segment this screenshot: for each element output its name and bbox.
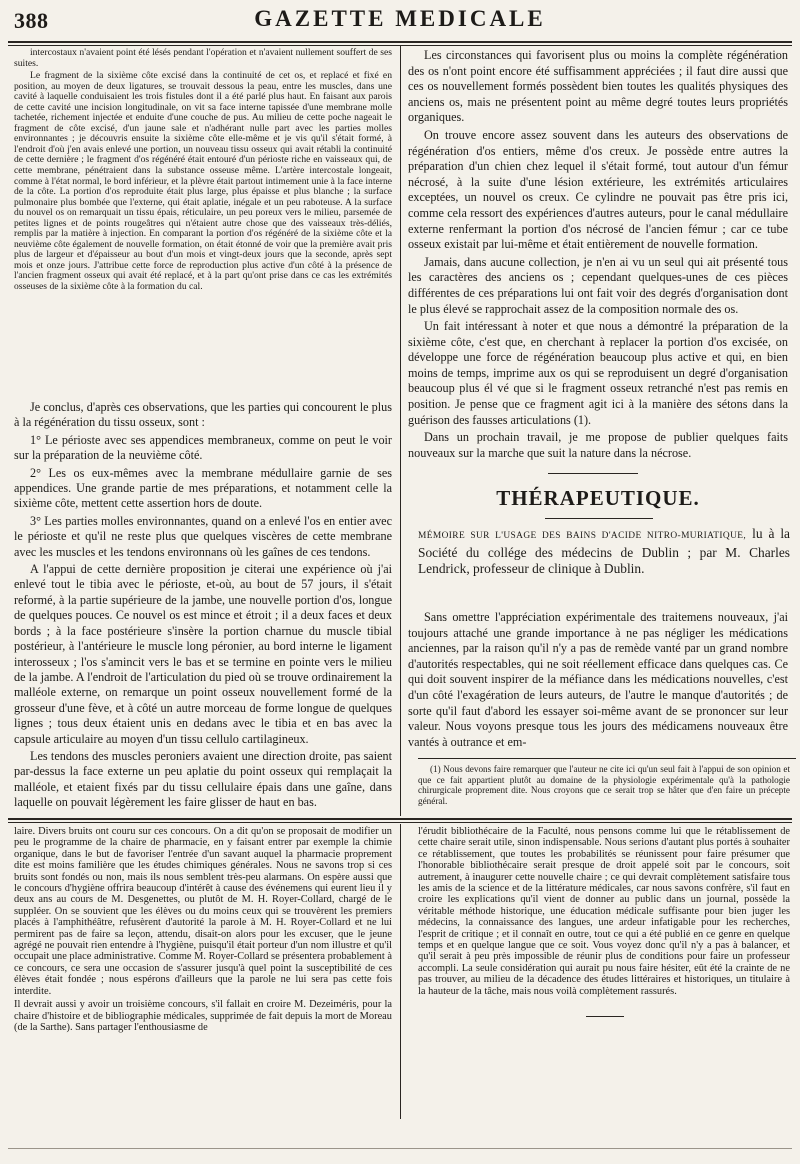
paragraph: 3° Les parties molles environnantes, quand on a enlevé l'os en entier avec le périoste et qu'il ne reste plus que quelques viscères de cette membrane avec les muscles et les tendons environnans où les gaînes de ces tendons. [14, 513, 392, 559]
section-title: THÉRAPEUTIQUE. [496, 486, 700, 510]
paragraph: Il devrait aussi y avoir un troisième concours, s'il fallait en croire M. Dezeiméris, pour la chaire d'histoire et de bibliographie médicales, supprimée de fait depuis la mort de Moreau (de la Sarthe). Sans partager l'enthousiasme de [14, 999, 392, 1033]
paragraph: Sans omettre l'appréciation expérimentale des traitemens nouveaux, j'ai toujours attaché une grande importance à ne pas négliger les médications anciennes, par la raison qu'il n'y a pas de remède vanté par un grand nombre d'autorités respectables, qui ne soit réellement efficace dans quelques cas. Ce qui doit souvent inspirer de la méfiance dans les médications nouvelles, c'est d'un côté l'exagération de leurs auteurs, de l'autre le manque d'autorités ; de sorte qu'il faut d'abord les essayer soi-même avant de se prononcer sur leur valeur. Nous voyons presque tous les jours des médicamens nouveaux être vantés à outrance et em- [408, 610, 788, 749]
right-column-top [408, 48, 788, 468]
paragraph: Jamais, dans aucune collection, je n'en ai vu un seul qui ait présenté tous les caractères des anciens os ; cependant quelques-unes de ces pièces différentes de ces préparations lui ont fait voir des degrés d'organisation dont le plus élevé se rapprochait assez de la composition normale des os. [408, 254, 788, 316]
separator-rule [548, 473, 638, 474]
left-column-bottom [14, 400, 392, 812]
left-column-top [14, 48, 392, 388]
article-title-lead: MÉMOIRE SUR L'USAGE DES BAINS D'ACIDE NITRO-MURIATIQUE, [418, 531, 747, 541]
journal-title: GAZETTE MEDICALE [254, 6, 546, 31]
footnote-rule [418, 758, 796, 759]
paragraph: Dans un prochain travail, je me propose de publier quelques faits nouveaux sur la marche que suit la nature dans la nécrose. [408, 430, 788, 460]
footnote-text: (1) Nous devons faire remarquer que l'auteur ne cite ici qu'un seul fait à l'appui de son opinion et que ce fait appartient plutôt au domaine de la physiologie expérimentale qu'à la pathologie chirurgicale proprement dite. Nous croyons que ce serait trop se hâter que d'en faire un précepte général. [418, 764, 790, 806]
bottom-right-column [418, 826, 790, 1004]
article-title [418, 526, 790, 578]
paragraph: laire. Divers bruits ont couru sur ces concours. On a dit qu'on se proposait de modifier un peu le programme de la chaire de pharmacie, en y faisant entrer par exemple la chimie organique, dans le but de favoriser l'entrée d'un savant auquel la pharmacie proprement dite est moins familière que les études chimiques générales. Nous ne savons trop si ces bruits sont fondés ou non, mais ils nous semblent très-peu alarmans. On espère aussi que le concours d'hygiène offrira beaucoup d'intérêt à cause des événemens qui eurent lieu il y deux ans au cours de M. Desgenettes, ou plutôt de M. H. Royer-Collard, chargé de le suppléer. On se souvient que les élèves ou du moins ceux qui se trouvèrent les premiers placés à l'amphithéâtre, refusèrent d'autorité la parole à M. H. Royer-Collard et ne lui permirent pas de faire sa leçon, attendu, disait-on alors pour les excuser, que le jeune agrégé ne pouvait rien entendre à l'hygiène, puisqu'il était porteur d'un nom illustre et qu'il occupait une place administrative. Comme M. Royer-Collard se présentera probablement à ce concours, ce sera une occasion de s'assurer jusqu'à quel point la susceptibilité de ces élèves était fondée ; nous espérons d'ailleurs que la parole ne lui sera pas cette fois interdite. [14, 826, 392, 997]
bottom-left-column [14, 826, 392, 1118]
paragraph: Les circonstances qui favorisent plus ou moins la complète régénération des os n'ont point encore été suffisamment appréciées ; il faut dire aussi que ces os nouvellement formés possèdent bien toutes les qualités physiques des anciens os, mais ne présentent point au même degré toutes leurs propriétés organiques. [408, 48, 788, 125]
column-divider [400, 824, 401, 1119]
paragraph: l'érudit bibliothécaire de la Faculté, nous pensons comme lui que le rétablissement de cette chaire serait utile, sinon indispensable. Nous serions d'autant plus portés à souhaiter ce rétablissement, que toutes les probabilités se réunissent pour faire présumer que l'honorable bibliothécaire serait presque de droit appelé soit par le concours, soit autrement, à inaugurer cette nouvelle chaire ; ce qui devrait complètement satisfaire tous les amis de la science et de la littérature médicales, car nous savons confrère, s'il faut en croire les explications qu'il vient de donner au public dans un journal, possède la véritable méthode historique, une éducation médicale suffisante pour bien juger les médecins, la connaissance des langues, une ardeur infatigable pour les recherches, l'esprit de critique ; et il connaît en outre, tout ce qui a été publié en ce genre en quelque temps et en quelque langue que ce soit. Vous voyez donc qu'il n'y a pas à balancer, et qu'il serait à peu près impossible de réunir plus de conditions pour faire un professeur accompli. La seule considération qui aurait pu nous faire hésiter, eût été la crainte de ne pas trouver, au milieu de la décadence des études littéraires et historiques, un titulaire à la hauteur de la tâche, mais nous voilà complètement rassurés. [418, 826, 790, 997]
page-number: 388 [14, 8, 49, 33]
paragraph: Un fait intéressant à noter et que nous a démontré la préparation de la sixième côte, c'est que, en cherchant à replacer la portion d'os excisée, on développe une force de régénération beaucoup plus active et qui, en bien moins de temps, imprime aux os qui se reproduisent un degré d'organisation beaucoup plus él vé que si le fragment osseux retranché n'est pas remis en position. Je pense que ce fragment agit ici à la manière des sétons dans la guérison des fausses articulations (1). [408, 319, 788, 427]
footnote [418, 764, 790, 816]
paragraph: Je conclus, d'après ces observations, que les parties qui concourent le plus à la régénération du tissu osseux, sont : [14, 400, 392, 430]
paragraph: 2° Les os eux-mêmes avec la membrane médullaire garnie de ses appendices. Une grande partie de mes préparations, et notamment celle la sixième côte, mettent cette assertion hors de doute. [14, 465, 392, 511]
paragraph: On trouve encore assez souvent dans les auteurs des observations de régénération d'os entiers, même d'os creux. Je possède entre autres la préparation d'un chien chez lequel il s'était formé, tout autour d'un fémur nécrosé, à la suite d'une lésion extérieure, les extrémités articulaires exceptées, un nouvel os creux. Ce cylindre ne pouvait pas être pris ici, comme cela ressort des expériences d'autres auteurs, pour le canal médullaire externe renfermant la portion d'os nécrosé de l'ancien fémur ; car ce tube osseux existait par lui-même et était entièrement de nouvelle formation. [408, 127, 788, 252]
end-rule [586, 1016, 624, 1017]
column-divider [400, 46, 401, 816]
paragraph: A l'appui de cette dernière proposition je citerai une expérience où j'ai enlevé tout le tibia avec le périoste, et-où, au bout de 57 jours, il s'était reformé, à la partie supérieure de la jambe, une nouvelle portion d'os, longue de quelques pouces. Ce nouvel os est mince et étroit ; il a deux faces et deux bords ; à la face postérieure s'insère la portion charnue du muscle tibial postérieur, à l'antérieure le muscle long péronier, au bord interne le ligament interosseux ; l'os s'amincit vers le bas et se termine en pointe vers le milieu de la jambe. A l'endroit de l'articulation du pied où se trouve ordinairement la malléole externe, on remarque un point osseux nouvellement formé de la grosseur d'une fève, et à côté un autre morceau de forme longue de quelques lignes ; tous deux étaient unis en dedans avec le tibia et en bas avec la capsule articulaire au moyen d'un tissu cellulo cartilagineux. [14, 562, 392, 746]
paragraph: Les tendons des muscles peroniers avaient une direction droite, pas saient par-dessus la face externe un peu aplatie du point osseux qui remplaçait la malléole, et etaient fixés par du tissu cellulaire épais dans une gaîne, dans laquelle on pouvait légèrement les faire glisser de haut en bas. [14, 748, 392, 810]
page-header [8, 2, 792, 36]
article-title-rest: lu à la Société du collége des médecins de Dublin ; par M. Charles Lendrick, professeur de clinique à Dublin. [418, 526, 790, 577]
section-title-underline [545, 518, 653, 519]
right-column-article-body [408, 610, 788, 756]
page-bottom-edge [8, 1148, 792, 1149]
paragraph: intercostaux n'avaient point été lésés pendant l'opération et n'avaient nullement souffert de ses suites. [14, 48, 392, 69]
paragraph: 1° Le périoste avec ses appendices membraneux, comme on peut le voir sur la préparation de la neuvième côté. [14, 432, 392, 463]
feuilleton-rule [8, 818, 792, 823]
paragraph: Le fragment de la sixième côte excisé dans la continuité de cet os, et replacé et fixé en position, au moyen de deux ligatures, se trouvait dessous la peau, entre les muscles, dans une cavité à laquelle conduisaient les trois fistules dont il a été parlé plus haut. En faisant aux parois de cette cavité une incision longitudinale, on vit sa face interne tapissée d'une membrane molle tachetée, richement injectée et enduite d'une couche de pus. Au milieu de cette poche nageait le fragment de côte excisé, d'un jaune sale et n'adhérant nulle part avec les parties molles environnantes ; je découvris ensuite la sixième côte elle-même et je vis qu'il s'était formé, à l'endroit d'où j'en avais enlevé une portion, un nouveau tissu osseux qui avait rétabli la continuité de cette dernière ; le fragment d'os régénéré était entouré d'un périoste riche en vaisseaux qui, de cette membrane, pénétraient dans la substance osseuse même. L'artère intercostale longeait, comme à l'état normal, le bord inférieur, et la plèvre était partout intimement unie à la face interne de la côte. La portion d'os reproduite était plus large, plus épaisse et plus blanche ; la surface pulmonaire plus bombée que l'externe, qui était aplatie, inégale et un peu raboteuse. A la surface du nouvel os on remarquait un tissu épais, réticulaire, un peu poreux vers le milieu, parsemée de petites lignes et de points rougeâtres qui n'étaient autre chose que des vaisseaux très-déliés, remplis par la matière à injection. En comparant la portion d'os régénéré de la sixième côte et la neuvième côte également de nouvelle formation, on était étonné de voir que la première avait pris plus de largeur et d'épaisseur au bout d'un mois et vingt-deux jours que la seconde, après sept mois et onze jours. J'attribue cette force de reproduction plus active d'un côté à la présence de l'ancien fragment osseux qui avait été replacé, et à la part qu'ont prise dans ce cas les extrémités osseuses de la sixième côte à la formation du cal. [14, 70, 392, 293]
